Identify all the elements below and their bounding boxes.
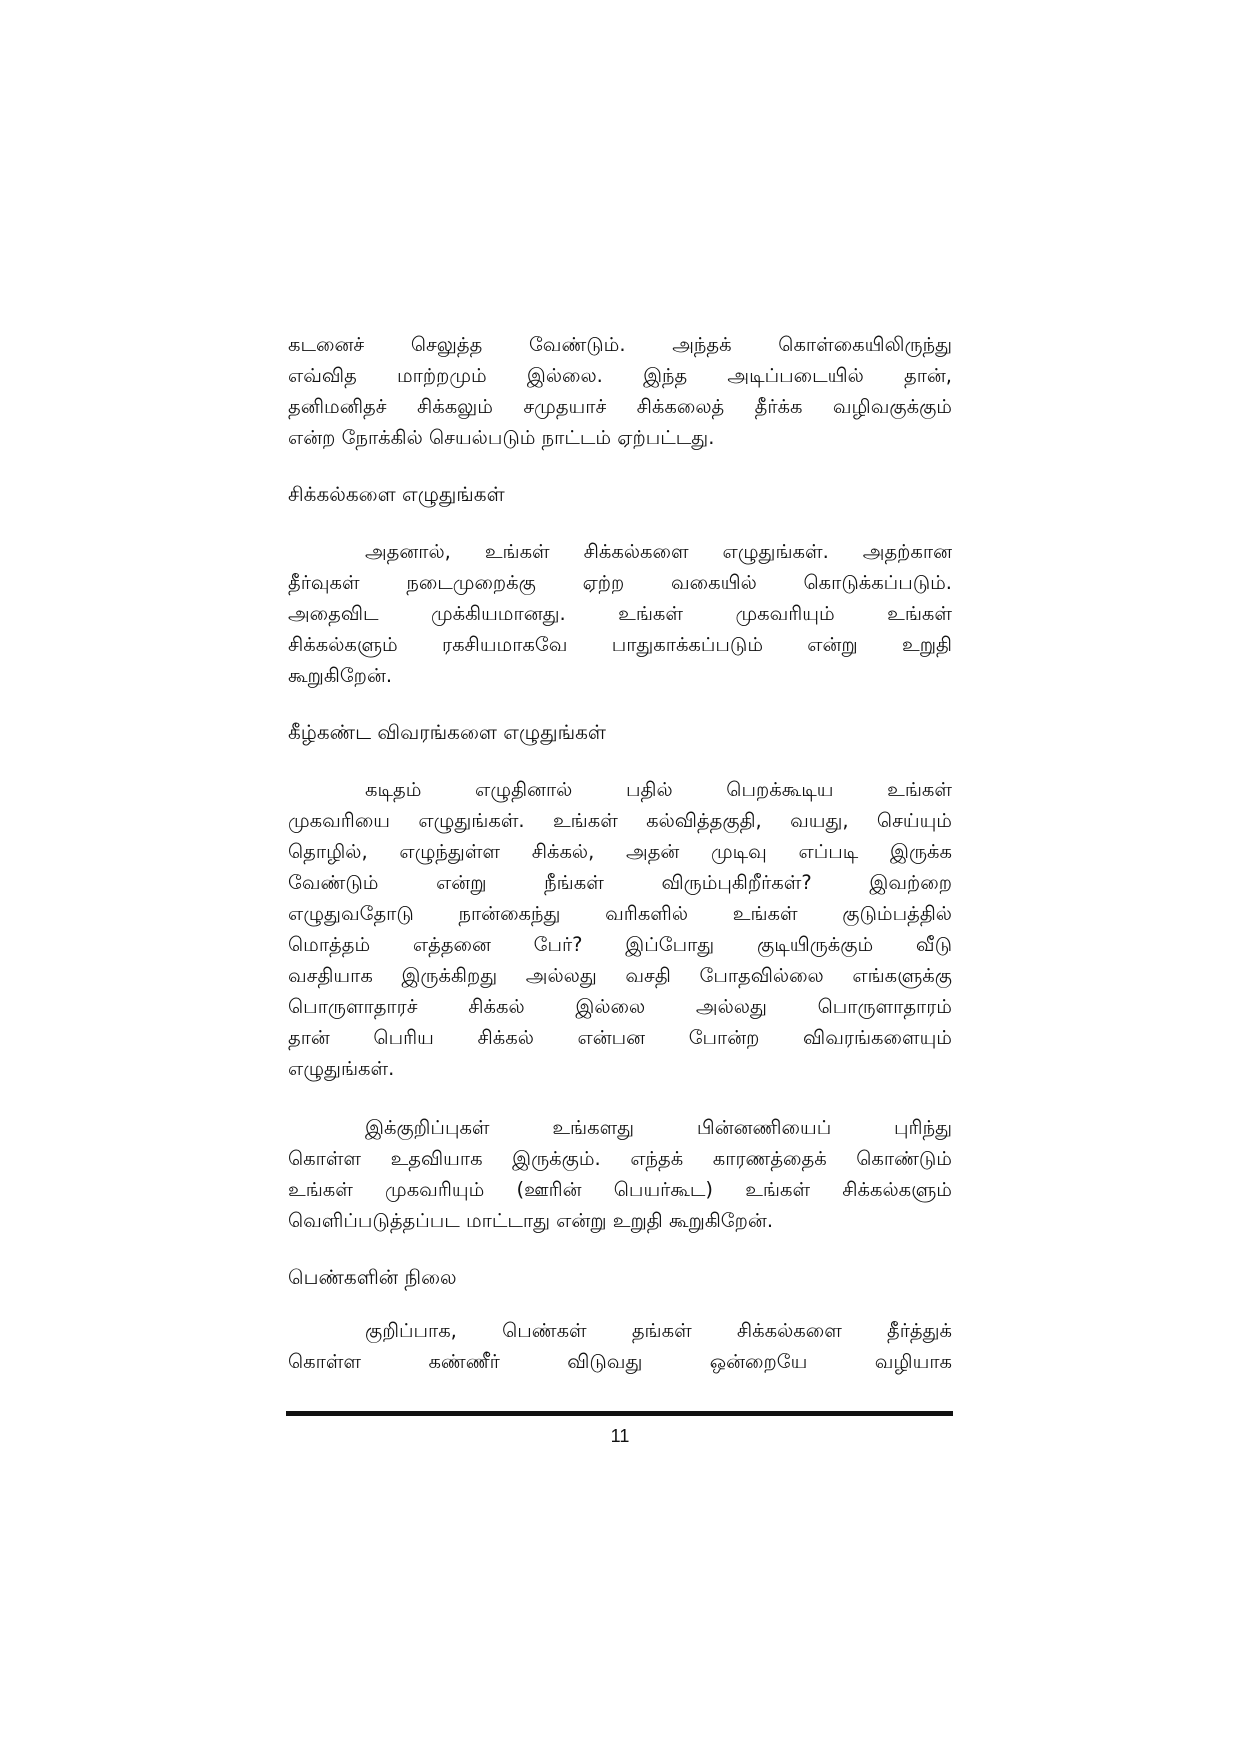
paragraph-line: பொருளாதாரச் சிக்கல் இல்லை அல்லது பொருளாதாரம் — [288, 995, 952, 1018]
paragraph-1 — [288, 329, 952, 453]
paragraph-line: எழுதுவதோடு நான்கைந்து வரிகளில் உங்கள் குடும்பத்தில் — [288, 902, 952, 925]
paragraph-4 — [288, 1112, 952, 1236]
paragraph-line: இக்குறிப்புகள் உங்களது பின்னணியைப் புரிந்து — [365, 1116, 952, 1139]
section-heading-write-details: கீழ்கண்ட விவரங்களை எழுதுங்கள் — [288, 720, 606, 744]
paragraph-line: முகவரியை எழுதுங்கள். உங்கள் கல்வித்தகுதி, வயது, செய்யும் — [288, 809, 952, 832]
paragraph-line: கடனைச் செலுத்த வேண்டும். அந்தக் கொள்கையிலிருந்து — [288, 333, 952, 356]
paragraph-line: கொள்ள கண்ணீர் விடுவது ஒன்றையே வழியாக — [288, 1350, 952, 1373]
footer-rule — [286, 1411, 953, 1416]
paragraph-line: தனிமனிதச் சிக்கலும் சமுதயாச் சிக்கலைத் தீர்க்க வழிவகுக்கும் — [288, 395, 952, 418]
paragraph-line: எழுதுங்கள். — [288, 1057, 395, 1080]
paragraph-5 — [288, 1315, 952, 1377]
paragraph-2 — [288, 536, 952, 691]
paragraph-line: வெளிப்படுத்தப்பட மாட்டாது என்று உறுதி கூறுகிறேன். — [288, 1209, 774, 1232]
paragraph-line: வசதியாக இருக்கிறது அல்லது வசதி போதவில்லை எங்களுக்கு — [288, 964, 952, 987]
paragraph-line: என்ற நோக்கில் செயல்படும் நாட்டம் ஏற்பட்டது. — [288, 426, 715, 449]
paragraph-line: வேண்டும் என்று நீங்கள் விரும்புகிறீர்கள்? இவற்றை — [288, 871, 952, 894]
paragraph-line: அதனால், உங்கள் சிக்கல்களை எழுதுங்கள். அதற்கான — [365, 540, 952, 563]
paragraph-line: தான் பெரிய சிக்கல் என்பன போன்ற விவரங்களையும் — [288, 1026, 952, 1049]
paragraph-line: மொத்தம் எத்தனை பேர்? இப்போது குடியிருக்கும் வீடு — [288, 933, 952, 956]
paragraph-line: எவ்வித மாற்றமும் இல்லை. இந்த அடிப்படையில் தான், — [288, 364, 952, 387]
paragraph-line: உங்கள் முகவரியும் (ஊரின் பெயர்கூட) உங்கள் சிக்கல்களும் — [288, 1178, 952, 1201]
section-heading-women-status: பெண்களின் நிலை — [288, 1265, 457, 1289]
paragraph-line: கடிதம் எழுதினால் பதில் பெறக்கூடிய உங்கள் — [365, 778, 952, 801]
paragraph-line: தொழில், எழுந்துள்ள சிக்கல், அதன் முடிவு எப்படி இருக்க — [288, 840, 952, 863]
page-body — [288, 329, 952, 1377]
paragraph-3 — [288, 774, 952, 1084]
paragraph-line: கொள்ள உதவியாக இருக்கும். எந்தக் காரணத்தைக் கொண்டும் — [288, 1147, 952, 1170]
paragraph-line: சிக்கல்களும் ரகசியமாகவே பாதுகாக்கப்படும் என்று உறுதி — [288, 633, 952, 656]
paragraph-line: அதைவிட முக்கியமானது. உங்கள் முகவரியும் உங்கள் — [288, 602, 952, 625]
section-heading-write-problems: சிக்கல்களை எழுதுங்கள் — [288, 482, 505, 506]
page-number: 11 — [610, 1426, 630, 1446]
paragraph-line: தீர்வுகள் நடைமுறைக்கு ஏற்ற வகையில் கொடுக்கப்படும். — [288, 571, 952, 594]
paragraph-line: கூறுகிறேன். — [288, 664, 393, 687]
paragraph-line: குறிப்பாக, பெண்கள் தங்கள் சிக்கல்களை தீர்த்துக் — [365, 1319, 952, 1342]
